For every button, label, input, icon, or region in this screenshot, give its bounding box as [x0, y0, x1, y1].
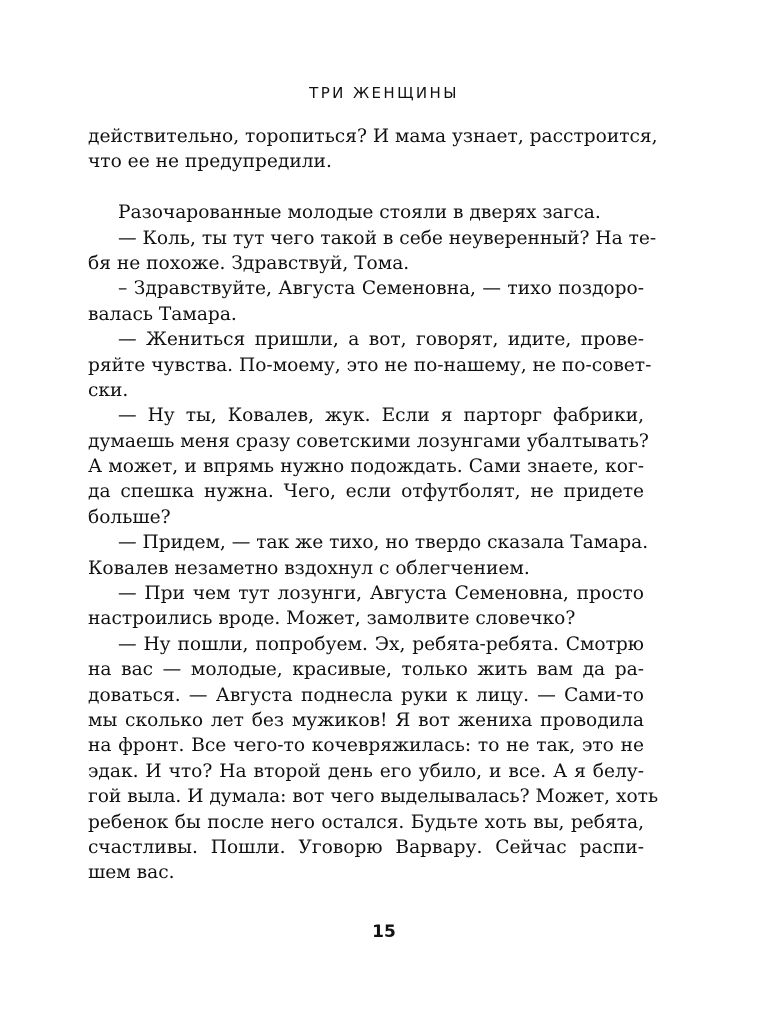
text-line: — Придем, — так же тихо, но твердо сказала Тамара.: [118, 532, 649, 554]
text-line: эдак. И что? На второй день его убило, и все. А я белу-: [88, 760, 644, 782]
paragraph: [88, 200, 644, 225]
text-line: действительно, торопиться? И мама узнает, расстроится,: [88, 126, 658, 147]
text-line: — Ну пошли, попробуем. Эх, ребята-ребята. Смотрю: [118, 633, 644, 655]
paragraph: [88, 226, 657, 277]
paragraph: [88, 530, 649, 581]
paragraph: [88, 632, 659, 886]
paragraph: [88, 327, 652, 403]
text-line: А может, и впрямь нужно подождать. Сами знаете, ког-: [88, 456, 644, 478]
paragraph: [88, 581, 644, 632]
text-line: — При чем тут лозунги, Августа Семеновна, просто: [118, 583, 644, 605]
text-line: валась Тамара.: [88, 303, 237, 325]
text-line: Ковалев незаметно вздохнул с облегчением.: [88, 557, 530, 579]
text-line: бя не похоже. Здравствуй, Тома.: [88, 252, 410, 274]
body-text: [88, 124, 659, 886]
text-line: на вас — молодые, красивые, только жить вам да ра-: [88, 659, 644, 681]
text-line: настроились вроде. Может, замолвите словечко?: [88, 608, 576, 630]
paragraph: [88, 403, 649, 530]
paragraph: [88, 124, 658, 175]
text-line: ски.: [88, 379, 129, 401]
text-line: больше?: [88, 506, 171, 528]
text-line: мы сколько лет без мужиков! Я вот жениха проводила: [88, 709, 644, 731]
text-line: счастливы. Пошли. Уговорю Варвару. Сейчас распи-: [88, 836, 644, 858]
text-line: да спешка нужна. Чего, если отфутболят, не придете: [88, 481, 644, 503]
text-line: — Жениться пришли, а вот, говорят, идите, прове-: [118, 329, 644, 351]
text-line: – Здравствуйте, Августа Семеновна, — тихо поздоро-: [118, 278, 644, 300]
section-break: [88, 175, 644, 200]
text-line: Разочарованные молодые стояли в дверях загса.: [118, 202, 601, 224]
text-line: на фронт. Все чего-то кочевряжилась: то не так, это не: [88, 735, 644, 757]
paragraph: [88, 276, 644, 327]
text-line: ряйте чувства. По-моему, это не по-нашему, не по-совет-: [88, 354, 652, 376]
running-title: ТРИ ЖЕНЩИНЫ: [309, 84, 459, 102]
text-line: гой выла. И думала: вот чего выделывалась? Может, хоть: [88, 786, 659, 808]
page-number: 15: [372, 922, 396, 942]
text-line: — Ну ты, Ковалев, жук. Если я парторг фабрики,: [118, 405, 644, 427]
text-line: — Коль, ты тут чего такой в себе неуверенный? На те-: [118, 227, 657, 249]
text-line: ребенок бы после него остался. Будьте хоть вы, ребята,: [88, 811, 644, 833]
text-line: доваться. — Августа поднесла руки к лицу. — Сами-то: [88, 684, 644, 706]
text-line: думаешь меня сразу советскими лозунгами убалтывать?: [88, 430, 649, 452]
text-line: шем вас.: [88, 862, 175, 884]
text-line: что ее не предупредили.: [88, 151, 332, 173]
